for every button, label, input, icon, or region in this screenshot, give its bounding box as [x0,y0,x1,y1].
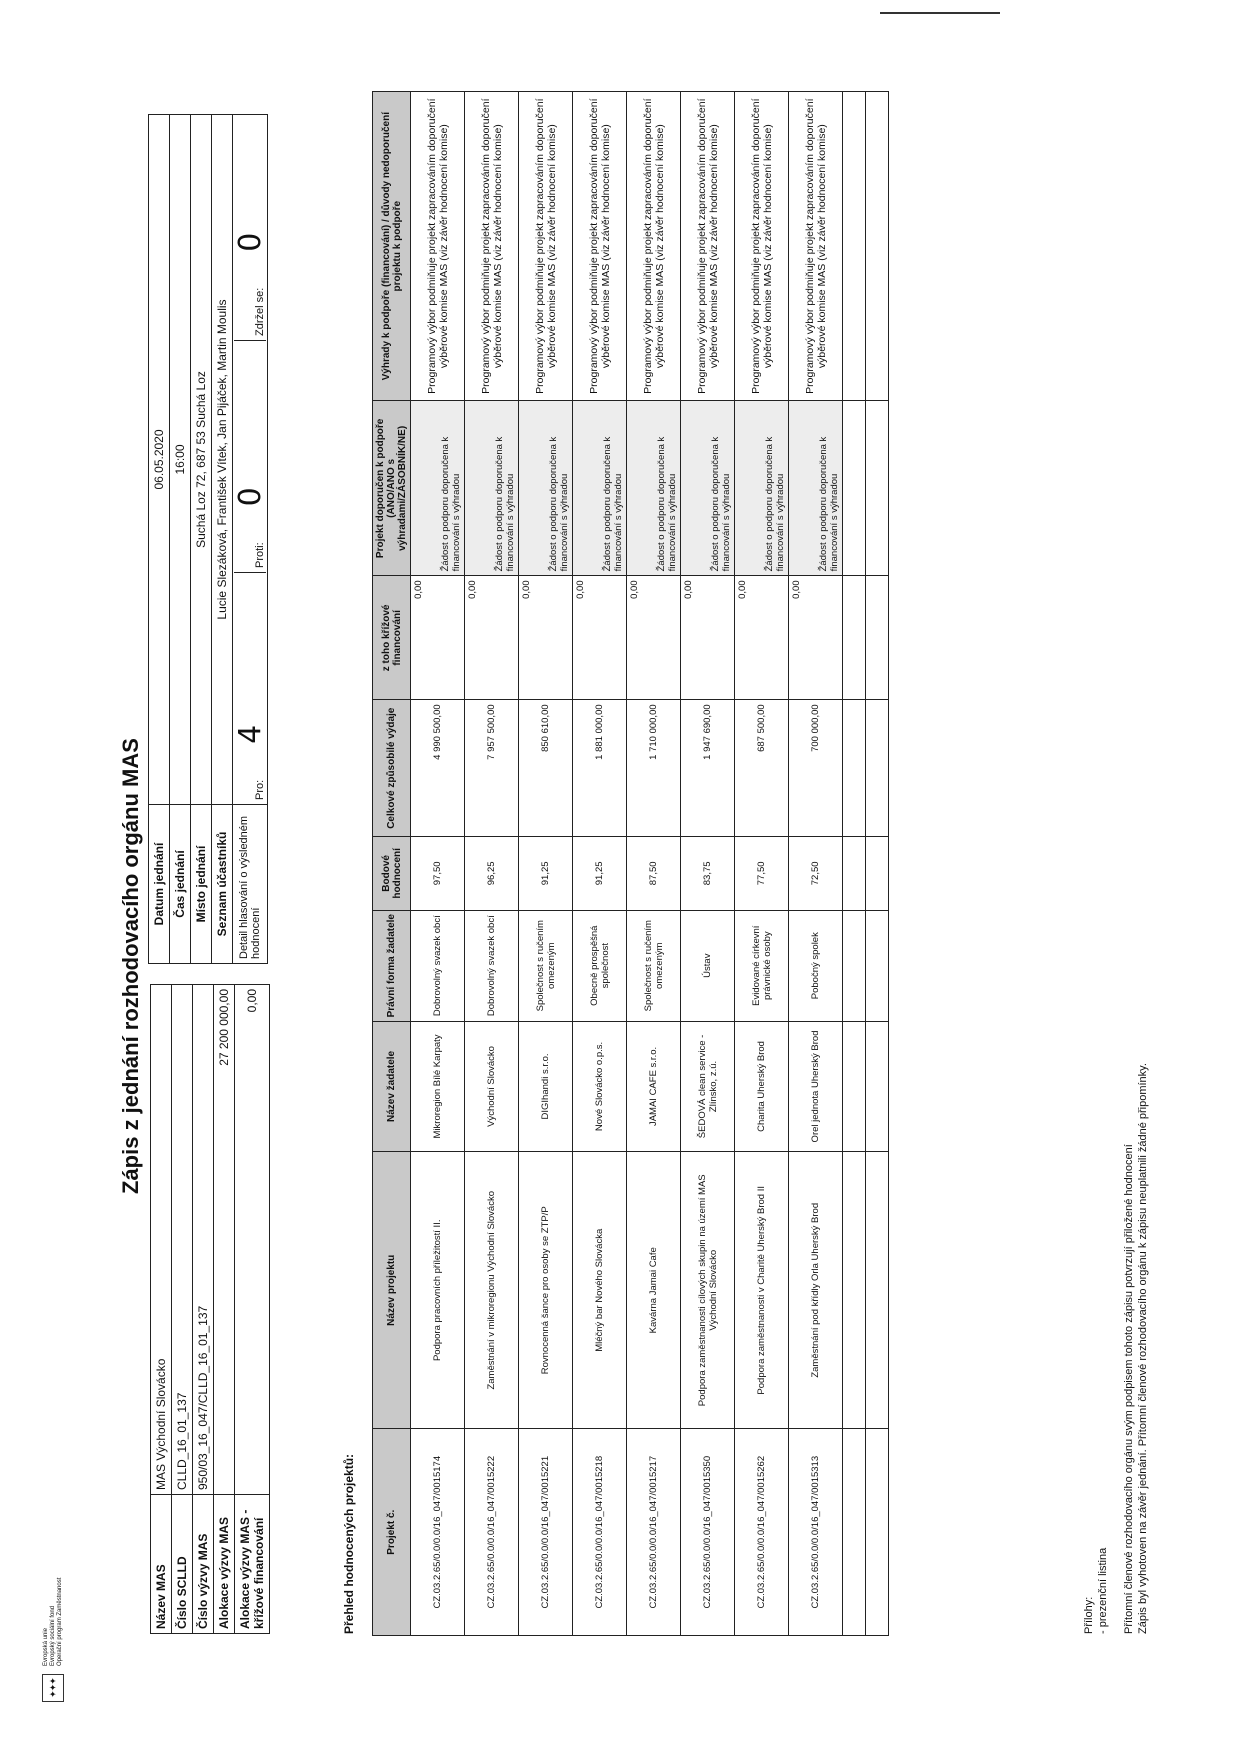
conditions-cell: Programový výbor podmiňuje projekt zapracováním doporučení výběrové komise MAS (viz závěr hodnocení komise) [519,92,573,401]
col-header-legal-form: Právní forma žadatele [373,910,411,1021]
attachment-item: - prezenční listina [1097,1547,1109,1634]
vote-abstain-label: Zdržel se: [254,287,266,336]
empty-cell [843,1021,866,1151]
meeting-info-table [148,114,268,964]
conditions-cell: Programový výbor podmiňuje projekt zapracováním doporučení výběrové komise MAS (viz závěr hodnocení komise) [627,92,681,401]
cross-financing-cell: 0,00 [465,576,519,700]
applicant-cell: Východní Slovácko [465,1021,519,1151]
recommended-cell: Žádost o podporu doporučena k financování s výhradou [519,401,573,576]
info-row [151,985,172,1634]
expenses-cell: 1 710 000,00 [627,700,681,837]
mas-info-table [150,984,270,1634]
info-row [149,115,170,964]
applicant-cell: Orel jednota Uherský Brod [789,1021,843,1151]
expenses-cell: 1 881 000,00 [573,700,627,837]
info-row [193,985,214,1634]
attachments-label: Přílohy: [1083,1596,1095,1634]
table-row [411,92,465,1636]
vote-against-label: Proti: [254,542,266,568]
empty-cell [866,92,889,401]
empty-table-row [843,92,866,1636]
recommended-cell: Žádost o podporu doporučena k financování s výhradou [681,401,735,576]
col-header-points: Bodové hodnocení [373,837,411,911]
participants-label: Seznam účastníků [212,805,233,964]
conditions-cell: Programový výbor podmiňuje projekt zapracováním doporučení výběrové komise MAS (viz závěr hodnocení komise) [681,92,735,401]
legal-form-cell: Obecně prospěšná společnost [573,910,627,1021]
empty-cell [866,837,889,911]
empty-cell [843,92,866,401]
project-name-cell: Rovnocenná šance pro osoby se ZTP/P [519,1152,573,1429]
expenses-cell: 7 957 500,00 [465,700,519,837]
recommended-cell: Žádost o podporu doporučena k financování s výhradou [465,401,519,576]
recommended-cell: Žádost o podporu doporučena k financování s výhradou [573,401,627,576]
points-cell: 83,75 [681,837,735,911]
recommended-cell: Žádost o podporu doporučena k financování s výhradou [735,401,789,576]
points-cell: 96,25 [465,837,519,911]
col-header-conditions: Výhrady k podpoře (financování) / důvody nedoporučení projektu k podpoře [373,92,411,401]
overview-label: Přehled hodnocených projektů: [342,1453,356,1634]
table-row [735,92,789,1636]
empty-cell [843,910,866,1021]
empty-cell [843,1152,866,1429]
project-name-cell: Zaměstnání pod křídly Orla Uherský Brod [789,1152,843,1429]
cross-financing-cell: 0,00 [789,576,843,700]
eu-logo-text: Evropská unie Evropský sociální fond Operační program Zaměstnanost [42,1577,63,1666]
empty-cell [843,837,866,911]
empty-cell [866,401,889,576]
project-id-cell: CZ.03.2.65/0.0/0.0/16_047/0015217 [627,1429,681,1636]
info-value: MAS Východní Slovácko [151,985,172,1495]
legal-form-cell: Společnost s ručením omezeným [519,910,573,1021]
table-row [789,92,843,1636]
table-row [627,92,681,1636]
points-cell: 97,50 [411,837,465,911]
conditions-cell: Programový výbor podmiňuje projekt zapracováním doporučení výběrové komise MAS (viz závěr hodnocení komise) [735,92,789,401]
project-id-cell: CZ.03.2.65/0.0/0.0/16_047/0015218 [573,1429,627,1636]
cross-financing-cell: 0,00 [519,576,573,700]
project-name-cell: Podpora zaměstnanosti cílových skupin na území MAS Východní Slovácko [681,1152,735,1429]
col-header-project-id: Projekt č. [373,1429,411,1636]
place-value: Suchá Loz 72, 687 53 Suchá Loz [191,115,212,805]
col-header-applicant: Název žadatele [373,1021,411,1151]
info-value: 0,00 [235,985,270,1495]
cross-financing-cell: 0,00 [573,576,627,700]
info-row [170,115,191,964]
date-label: Datum jednání [149,805,170,964]
cross-financing-cell: 0,00 [627,576,681,700]
applicant-cell: Charita Uherský Brod [735,1021,789,1151]
project-name-cell: Podpora zaměstnanosti v Charitě Uherský Brod II [735,1152,789,1429]
footer [1082,1063,1150,1634]
recommended-cell: Žádost o podporu doporučena k financování s výhradou [627,401,681,576]
project-name-cell: Zaměstnání v mikroregionu Východní Slovácko [465,1152,519,1429]
vote-for [234,579,266,804]
legal-form-cell: Ústav [681,910,735,1021]
recommended-cell: Žádost o podporu doporučena k financování s výhradou [789,401,843,576]
footer-note: Přítomní členové rozhodovacího orgánu svým podpisem tohoto zápisu potvrzují přiložené hodnocení [1123,1144,1135,1634]
recommended-cell: Žádost o podporu doporučena k financování s výhradou [411,401,465,576]
vote-cell [234,115,266,804]
vote-abstain-value: 0 [233,232,268,252]
table-row [573,92,627,1636]
expenses-cell: 700 000,00 [789,700,843,837]
info-row [214,985,235,1634]
eu-logo [42,1578,64,1702]
empty-cell [843,401,866,576]
vote-against [234,347,266,573]
vote-abstain [234,115,266,341]
conditions-cell: Programový výbor podmiňuje projekt zapracováním doporučení výběrové komise MAS (viz závěr hodnocení komise) [465,92,519,401]
legal-form-cell: Dobrovolný svazek obcí [465,910,519,1021]
applicant-cell: Mikroregion Bílé Karpaty [411,1021,465,1151]
legal-form-cell: Evidované církevní právnické osoby [735,910,789,1021]
conditions-cell: Programový výbor podmiňuje projekt zapracováním doporučení výběrové komise MAS (viz závěr hodnocení komise) [789,92,843,401]
project-name-cell: Podpora pracovních příležitostí II. [411,1152,465,1429]
expenses-cell: 4 990 500,00 [411,700,465,837]
col-header-expenses: Celkové způsobilé výdaje [373,700,411,837]
cross-financing-cell: 0,00 [681,576,735,700]
points-cell: 87,50 [627,837,681,911]
cross-financing-cell: 0,00 [735,576,789,700]
time-label: Čas jednání [170,805,191,964]
empty-table-row [866,92,889,1636]
col-header-recommended: Projekt doporučen k podpoře (ANO/ANO s výhradami/ZÁSOBNÍK/NE) [373,401,411,576]
vote-row [233,115,268,964]
margin-line [880,12,1000,14]
points-cell: 91,25 [573,837,627,911]
info-row [191,115,212,964]
project-name-cell: Kavárna Jamai Cafe [627,1152,681,1429]
project-id-cell: CZ.03.2.65/0.0/0.0/16_047/0015313 [789,1429,843,1636]
expenses-cell: 1 947 690,00 [681,700,735,837]
col-header-project-name: Název projektu [373,1152,411,1429]
empty-cell [866,700,889,837]
project-id-cell: CZ.03.2.65/0.0/0.0/16_047/0015221 [519,1429,573,1636]
projects-table [372,91,889,1636]
empty-cell [866,910,889,1021]
points-cell: 72,50 [789,837,843,911]
eu-flag-icon: ✦✦✦ [42,1674,64,1702]
expenses-cell: 850 610,00 [519,700,573,837]
info-row [172,985,193,1634]
time-value: 16:00 [170,115,191,805]
legal-form-cell: Společnost s ručením omezeným [627,910,681,1021]
participants-value: Lucie Slezáková, František Vítek, Jan Pijáček, Martin Moulis [212,115,233,805]
info-label: Alokace výzvy MAS [214,1495,235,1634]
info-label: Číslo SCLLD [172,1495,193,1634]
expenses-cell: 687 500,00 [735,700,789,837]
table-header-row [373,92,411,1636]
projects-table-body [411,92,889,1636]
info-label: Název MAS [151,1495,172,1634]
table-row [681,92,735,1636]
vote-detail [233,115,268,805]
empty-cell [866,1021,889,1151]
vote-for-label: Pro: [254,779,266,800]
info-label: Alokace výzvy MAS - křížové financování [235,1495,270,1634]
table-row [519,92,573,1636]
points-cell: 91,25 [519,837,573,911]
empty-cell [866,1152,889,1429]
project-name-cell: Mléčný bar Nového Slovácka [573,1152,627,1429]
empty-cell [843,1429,866,1636]
table-row [465,92,519,1636]
project-id-cell: CZ.03.2.65/0.0/0.0/16_047/0015350 [681,1429,735,1636]
info-row [235,985,270,1634]
vote-label: Detail hlasování o výsledném hodnocení [233,805,268,964]
vote-for-value: 4 [233,724,268,744]
col-header-cross-financing: z toho křížové financování [373,576,411,700]
project-id-cell: CZ.03.2.65/0.0/0.0/16_047/0015174 [411,1429,465,1636]
info-row [212,115,233,964]
footer-note: Zápis byl vyhotoven na závěr jednání. Přítomní členové rozhodovacího orgánu k zápisu neuplatnili žádné připomínky. [1137,1063,1149,1634]
cross-financing-cell: 0,00 [411,576,465,700]
empty-cell [843,700,866,837]
info-value: 27 200 000,00 [214,985,235,1495]
date-value: 06.05.2020 [149,115,170,805]
empty-cell [866,1429,889,1636]
empty-cell [843,576,866,700]
vote-against-value: 0 [233,487,268,507]
legal-form-cell: Dobrovolný svazek obcí [411,910,465,1021]
project-id-cell: CZ.03.2.65/0.0/0.0/16_047/0015222 [465,1429,519,1636]
project-id-cell: CZ.03.2.65/0.0/0.0/16_047/0015262 [735,1429,789,1636]
points-cell: 77,50 [735,837,789,911]
applicant-cell: ŠEDOVÁ clean service - Zlínsko, z.ú. [681,1021,735,1151]
applicant-cell: Nové Slovácko o.p.s. [573,1021,627,1151]
info-value: 950/03_16_047/CLLD_16_01_137 [193,985,214,1495]
legal-form-cell: Pobočný spolek [789,910,843,1021]
applicant-cell: JAMAI CAFE s.r.o. [627,1021,681,1151]
applicant-cell: DIGIhandi s.r.o. [519,1021,573,1151]
conditions-cell: Programový výbor podmiňuje projekt zapracováním doporučení výběrové komise MAS (viz závěr hodnocení komise) [573,92,627,401]
info-label: Číslo výzvy MAS [193,1495,214,1634]
place-label: Místo jednání [191,805,212,964]
page-title: Zápis z jednání rozhodovacího orgánu MAS [118,738,143,1194]
conditions-cell: Programový výbor podmiňuje projekt zapracováním doporučení výběrové komise MAS (viz závěr hodnocení komise) [411,92,465,401]
empty-cell [866,576,889,700]
info-value: CLLD_16_01_137 [172,985,193,1495]
